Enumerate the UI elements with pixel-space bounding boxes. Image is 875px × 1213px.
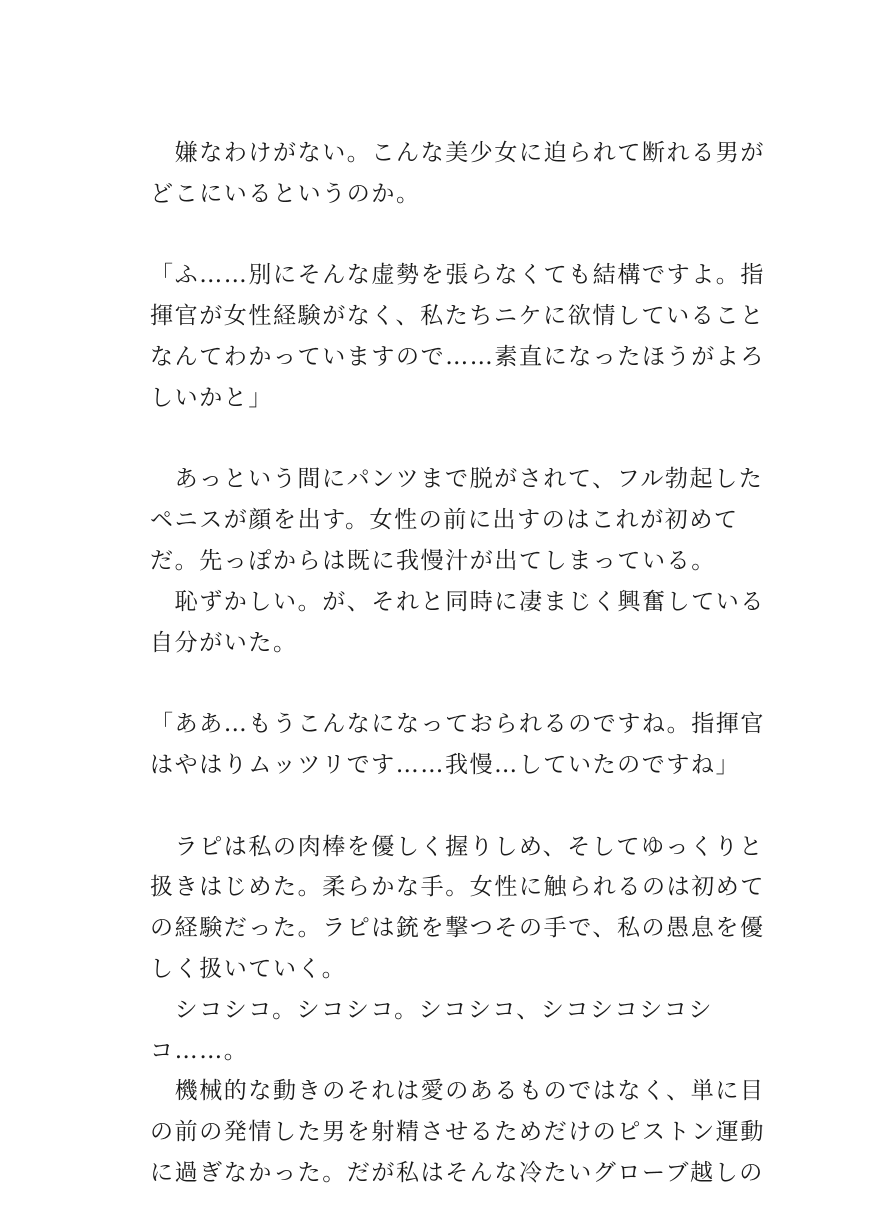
text-line: 嫌なわけがない。こんな美少女に迫られて断れる男が bbox=[150, 140, 765, 166]
text-line: だ。先っぽからは既に我慢汁が出てしまっている。 bbox=[150, 547, 716, 574]
blank-line bbox=[150, 419, 740, 460]
blank-line bbox=[150, 663, 740, 704]
blank-line bbox=[150, 215, 740, 256]
text-line: はやはりムッツリです……我慢…していたのですね」 bbox=[150, 751, 741, 778]
text-line: 機械的な動きのそれは愛のあるものではなく、単に目 bbox=[150, 1078, 765, 1105]
body-text bbox=[150, 133, 765, 1194]
text-line: しいかと」 bbox=[150, 384, 273, 411]
text-line: しく扱いていく。 bbox=[150, 955, 347, 982]
text-line: 「ああ…もうこんなになっておられるのですね。指揮官 bbox=[150, 711, 765, 738]
text-line: 自分がいた。 bbox=[150, 629, 298, 656]
blank-line bbox=[150, 786, 740, 827]
text-line: なんてわかっていますので……素直になったほうがよろ bbox=[150, 343, 765, 370]
text-line: の前の発情した男を射精させるためだけのピストン運動 bbox=[150, 1119, 765, 1146]
text-line: コ……。 bbox=[150, 1037, 249, 1064]
text-line: シコシコ。シコシコ。シコシコ、シコシコシコシ bbox=[150, 996, 714, 1023]
text-line: 扱きはじめた。柔らかな手。女性に触られるのは初めて bbox=[150, 874, 765, 901]
text-line: どこにいるというのか。 bbox=[150, 180, 421, 207]
text-line: ラピは私の肉棒を優しく握りしめ、そしてゆっくりと bbox=[150, 833, 764, 860]
text-line: あっという間にパンツまで脱がされて、フル勃起した bbox=[150, 466, 764, 493]
text-line: 恥ずかしい。が、それと同時に凄まじく興奮している bbox=[150, 588, 765, 615]
text-line: に過ぎなかった。だが私はそんな冷たいグローブ越しの bbox=[150, 1159, 764, 1186]
text-line: ペニスが顔を出す。女性の前に出すのはこれが初めて bbox=[150, 507, 739, 534]
text-line: の経験だった。ラピは銃を撃つその手で、私の愚息を優 bbox=[150, 915, 765, 942]
text-line: 揮官が女性経験がなく、私たちニケに欲情していること bbox=[150, 303, 765, 330]
text-line: 「ふ……別にそんな虚勢を張らなくても結構ですよ。指 bbox=[150, 262, 765, 289]
